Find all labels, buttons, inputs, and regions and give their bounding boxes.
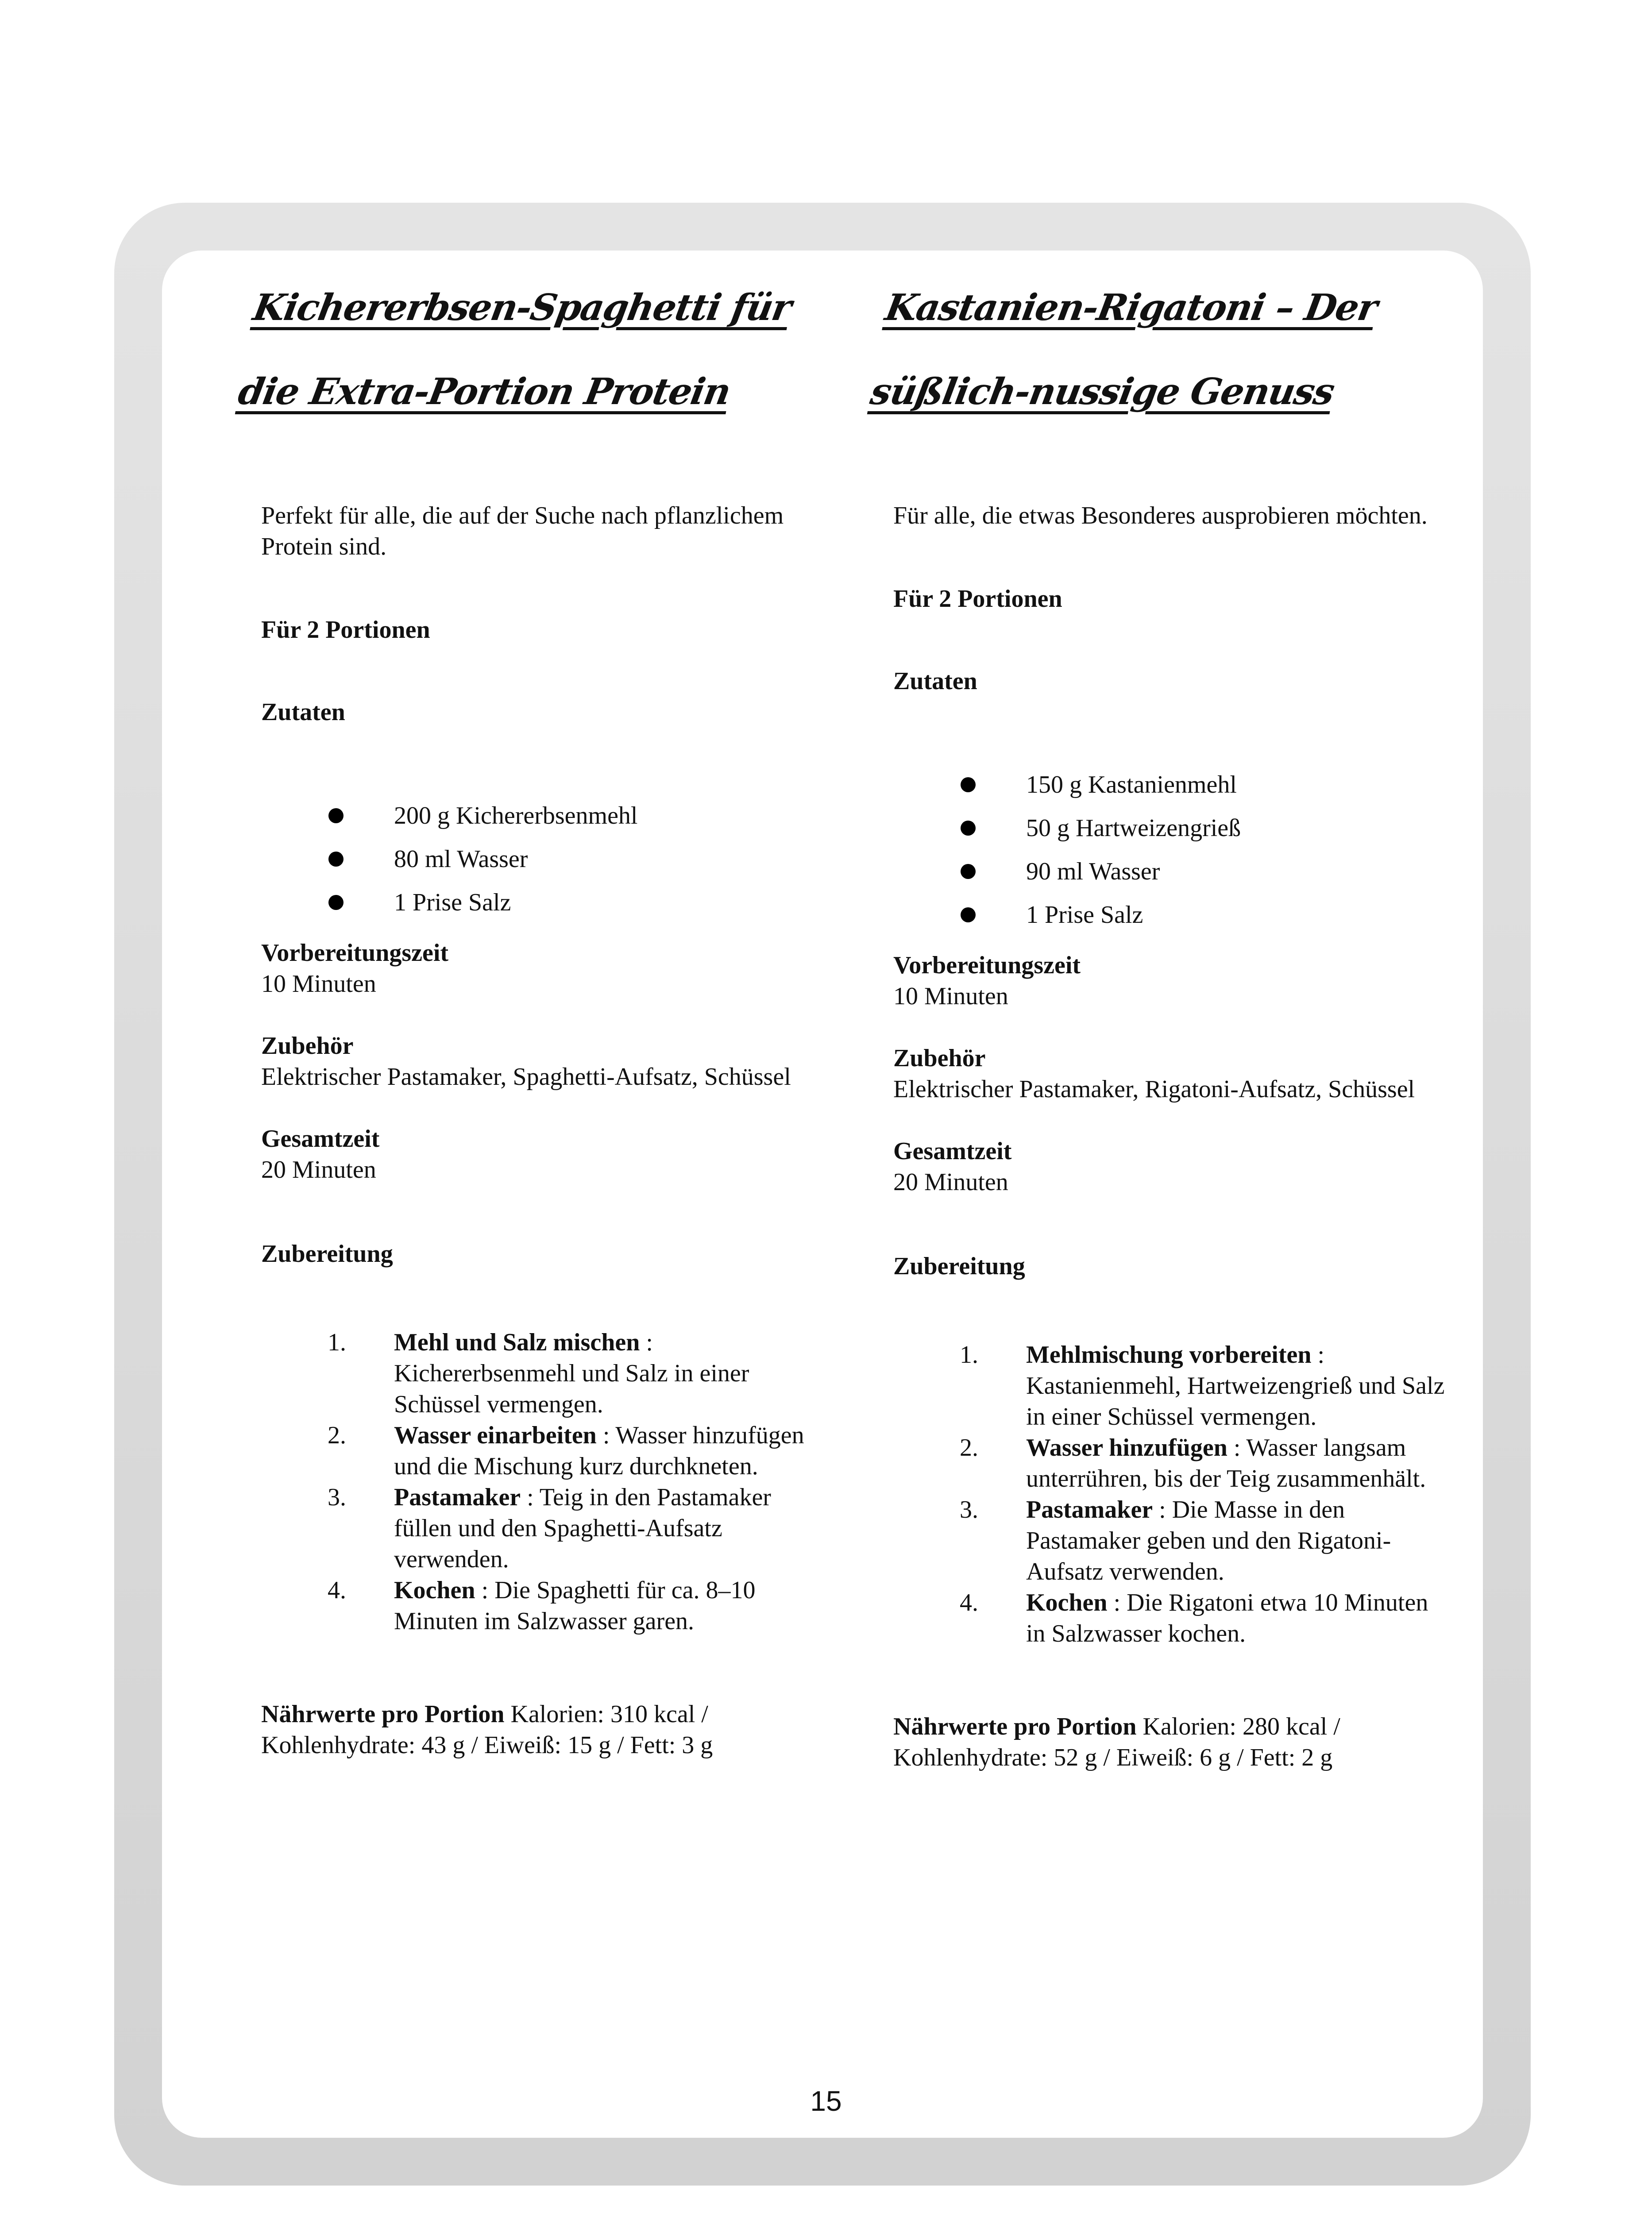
tools-heading: Zubehör — [893, 1045, 986, 1072]
prep-value: 10 Minuten — [893, 983, 1008, 1010]
steps-list — [261, 1327, 828, 1637]
bullet-icon — [328, 808, 344, 823]
ingredient-item: 80 ml Wasser — [261, 837, 828, 881]
steps-list — [893, 1339, 1460, 1649]
total-time — [893, 1136, 1460, 1198]
recipe-right — [867, 266, 1460, 1773]
prep-heading: Vorbereitungszeit — [893, 952, 1081, 979]
recipe-title: Kastanien-Rigatoni – Der süßlich-nussige Genuss — [867, 286, 1380, 413]
ingredient-item: 90 ml Wasser — [893, 850, 1460, 893]
tools-value: Elektrischer Pastamaker, Spaghetti-Aufsatz, Schüssel — [261, 1063, 791, 1091]
ingredients-heading: Zutaten — [893, 667, 977, 695]
portions: Für 2 Portionen — [893, 585, 1062, 613]
page-number: 15 — [810, 2085, 842, 2117]
step-item: 3. Pastamaker : Teig in den Pastamaker füllen und den Spaghetti-Aufsatz verwenden. — [328, 1484, 771, 1573]
ingredient-item: 200 g Kichererbsenmehl — [261, 794, 828, 837]
ingredient-item: 50 g Hartweizengrieß — [893, 806, 1460, 850]
tools-value: Elektrischer Pastamaker, Rigatoni-Aufsatz, Schüssel — [893, 1076, 1415, 1103]
ingredient-item: 1 Prise Salz — [261, 881, 828, 924]
bullet-icon — [961, 777, 976, 792]
recipe-intro: Perfekt für alle, die auf der Suche nach pflanzlichem Protein sind. — [261, 502, 784, 560]
bullet-icon — [961, 864, 976, 879]
prep-heading: Vorbereitungszeit — [261, 939, 449, 967]
total-heading: Gesamtzeit — [893, 1137, 1012, 1165]
step-item: 2. Wasser hinzufügen : Wasser langsam unterrühren, bis der Teig zusammenhält. — [960, 1434, 1426, 1492]
total-heading: Gesamtzeit — [261, 1125, 380, 1153]
step-item: 1. Mehlmischung vorbereiten : Kastanienmehl, Hartweizengrieß und Salz in einer Schüssel vermengen. — [960, 1341, 1445, 1430]
ingredients-list — [893, 763, 1460, 937]
nutrition — [893, 1711, 1460, 1773]
prep-time — [261, 937, 828, 999]
step-item: 1. Mehl und Salz mischen : Kichererbsenmehl und Salz in einer Schüssel vermengen. — [328, 1329, 749, 1418]
method-heading: Zubereitung — [893, 1253, 1025, 1280]
recipe-intro: Für alle, die etwas Besonderes ausprobieren möchten. — [893, 502, 1428, 529]
total-value: 20 Minuten — [261, 1156, 376, 1184]
tools — [261, 1030, 828, 1092]
portions: Für 2 Portionen — [261, 616, 430, 644]
bullet-icon — [328, 852, 344, 867]
total-value: 20 Minuten — [893, 1168, 1008, 1196]
bullet-icon — [328, 895, 344, 910]
bullet-icon — [961, 821, 976, 836]
tools — [893, 1043, 1460, 1105]
nutrition — [261, 1699, 828, 1761]
nutrition-value: Kalorien: 280 kcal / Kohlenhydrate: 52 g / Eiweiß: 6 g / Fett: 2 g — [893, 1713, 1340, 1771]
ingredients-heading: Zutaten — [261, 698, 345, 726]
recipe-title: Kichererbsen-Spaghetti für die Extra-Portion Protein — [235, 286, 795, 413]
step-item: 4. Kochen : Die Rigatoni etwa 10 Minuten in Salzwasser kochen. — [960, 1589, 1428, 1647]
step-item: 2. Wasser einarbeiten : Wasser hinzufügen und die Mischung kurz durchkneten. — [328, 1422, 804, 1480]
nutrition-heading: Nährwerte pro Portion — [893, 1713, 1137, 1740]
nutrition-value: Kalorien: 310 kcal / Kohlenhydrate: 43 g / Eiweiß: 15 g / Fett: 3 g — [261, 1700, 713, 1759]
ingredient-item: 1 Prise Salz — [893, 893, 1460, 937]
step-item: 4. Kochen : Die Spaghetti für ca. 8–10 Minuten im Salzwasser garen. — [328, 1577, 756, 1635]
tools-heading: Zubehör — [261, 1032, 354, 1060]
ingredients-list — [261, 794, 828, 924]
prep-time — [893, 950, 1460, 1012]
total-time — [261, 1123, 828, 1185]
step-item: 3. Pastamaker : Die Masse in den Pastamaker geben und den Rigatoni-Aufsatz verwenden. — [960, 1496, 1391, 1585]
nutrition-heading: Nährwerte pro Portion — [261, 1700, 505, 1728]
recipe-left — [235, 266, 828, 1761]
ingredient-item: 150 g Kastanienmehl — [893, 763, 1460, 806]
prep-value: 10 Minuten — [261, 970, 376, 998]
bullet-icon — [961, 907, 976, 922]
method-heading: Zubereitung — [261, 1240, 393, 1268]
